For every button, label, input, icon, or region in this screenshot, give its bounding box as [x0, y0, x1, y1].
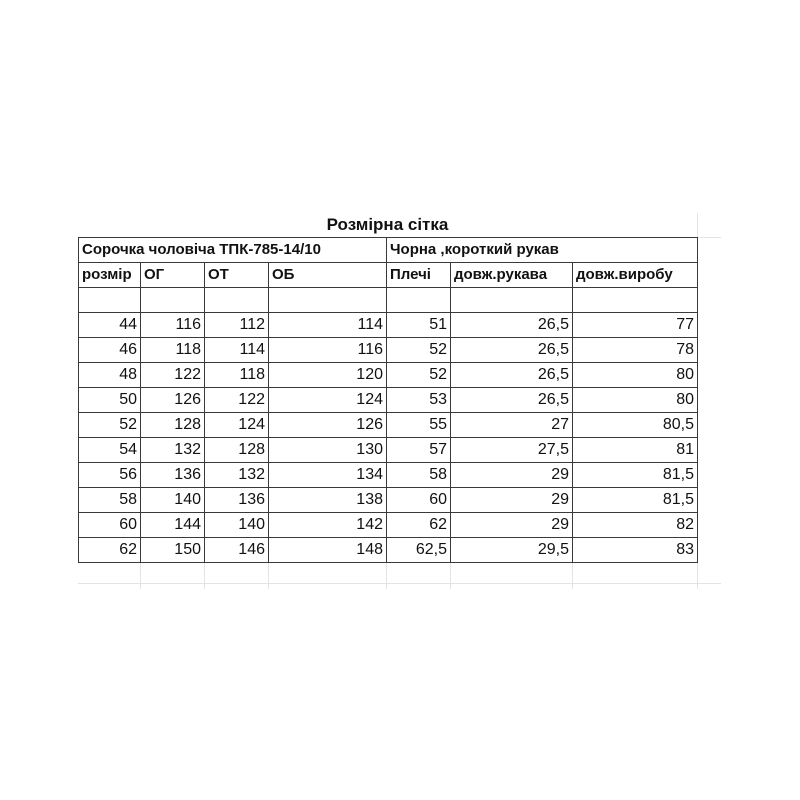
- table-cell: 118: [205, 363, 269, 388]
- table-cell: 138: [269, 488, 387, 513]
- table-cell: 116: [269, 338, 387, 363]
- table-cell: 83: [573, 538, 698, 563]
- table-cell: 62: [79, 538, 141, 563]
- gridline: [140, 561, 141, 589]
- column-header: довж.виробу: [573, 263, 698, 288]
- column-header: довж.рукава: [451, 263, 573, 288]
- table-cell: 130: [269, 438, 387, 463]
- table-cell: 146: [205, 538, 269, 563]
- table-cell: 26,5: [451, 313, 573, 338]
- table-row: [79, 463, 698, 488]
- table-cell: 52: [387, 363, 451, 388]
- empty-cell: [387, 288, 451, 313]
- gridline: [386, 561, 387, 589]
- table-cell: 51: [387, 313, 451, 338]
- table-cell: 29: [451, 513, 573, 538]
- table-cell: 78: [573, 338, 698, 363]
- table-cell: 48: [79, 363, 141, 388]
- table-cell: 122: [141, 363, 205, 388]
- empty-cell: [79, 288, 141, 313]
- product-description: Чорна ,короткий рукав: [387, 238, 698, 263]
- table-cell: 112: [205, 313, 269, 338]
- table-cell: 80: [573, 363, 698, 388]
- table-row: [79, 488, 698, 513]
- product-row: [79, 238, 698, 263]
- table-cell: 50: [79, 388, 141, 413]
- empty-cell: [205, 288, 269, 313]
- table-cell: 140: [141, 488, 205, 513]
- gridline: [697, 561, 698, 589]
- table-cell: 54: [79, 438, 141, 463]
- table-cell: 114: [269, 313, 387, 338]
- table-cell: 52: [387, 338, 451, 363]
- table-cell: 82: [573, 513, 698, 538]
- table-cell: 116: [141, 313, 205, 338]
- empty-cell: [451, 288, 573, 313]
- page-title: Розмірна сітка: [326, 215, 449, 234]
- table-cell: 132: [141, 438, 205, 463]
- table-cell: 29,5: [451, 538, 573, 563]
- column-header: розмір: [79, 263, 141, 288]
- header-row: [79, 263, 698, 288]
- table-cell: 126: [269, 413, 387, 438]
- table-cell: 81,5: [573, 488, 698, 513]
- empty-row: [79, 288, 698, 313]
- table-row: [79, 438, 698, 463]
- empty-cell: [141, 288, 205, 313]
- table-cell: 118: [141, 338, 205, 363]
- product-name: Сорочка чоловіча ТПК-785-14/10: [79, 238, 387, 263]
- table-cell: 62: [387, 513, 451, 538]
- table-row: [79, 313, 698, 338]
- gridline: [450, 561, 451, 589]
- table-cell: 80,5: [573, 413, 698, 438]
- table-cell: 27: [451, 413, 573, 438]
- table-cell: 56: [79, 463, 141, 488]
- table-cell: 120: [269, 363, 387, 388]
- table-cell: 58: [79, 488, 141, 513]
- column-header: ОБ: [269, 263, 387, 288]
- table-cell: 29: [451, 488, 573, 513]
- table-cell: 52: [79, 413, 141, 438]
- table-cell: 57: [387, 438, 451, 463]
- table-cell: 62,5: [387, 538, 451, 563]
- table-row: [79, 363, 698, 388]
- table-cell: 144: [141, 513, 205, 538]
- table-cell: 81: [573, 438, 698, 463]
- table-cell: 124: [205, 413, 269, 438]
- table-cell: 126: [141, 388, 205, 413]
- table-cell: 60: [387, 488, 451, 513]
- gridline: [572, 561, 573, 589]
- table-cell: 136: [141, 463, 205, 488]
- table-cell: 77: [573, 313, 698, 338]
- table-cell: 134: [269, 463, 387, 488]
- table-cell: 58: [387, 463, 451, 488]
- table-row: [79, 538, 698, 563]
- table-cell: 136: [205, 488, 269, 513]
- table-cell: 27,5: [451, 438, 573, 463]
- table-cell: 44: [79, 313, 141, 338]
- column-header: Плечі: [387, 263, 451, 288]
- table-row: [79, 413, 698, 438]
- table-cell: 140: [205, 513, 269, 538]
- column-header: ОТ: [205, 263, 269, 288]
- table-cell: 29: [451, 463, 573, 488]
- table-cell: 55: [387, 413, 451, 438]
- empty-cell: [269, 288, 387, 313]
- table-cell: 60: [79, 513, 141, 538]
- table-cell: 26,5: [451, 388, 573, 413]
- gridline: [268, 561, 269, 589]
- table-cell: 26,5: [451, 363, 573, 388]
- table-cell: 114: [205, 338, 269, 363]
- table-cell: 124: [269, 388, 387, 413]
- table-row: [79, 513, 698, 538]
- table-cell: 150: [141, 538, 205, 563]
- table-row: [79, 388, 698, 413]
- table-cell: 148: [269, 538, 387, 563]
- table-row: [79, 338, 698, 363]
- table-cell: 80: [573, 388, 698, 413]
- table-cell: 26,5: [451, 338, 573, 363]
- gridline: [204, 561, 205, 589]
- table-cell: 81,5: [573, 463, 698, 488]
- size-table: [78, 237, 698, 563]
- table-cell: 132: [205, 463, 269, 488]
- table-cell: 53: [387, 388, 451, 413]
- gridline: [697, 237, 721, 238]
- gridline: [78, 583, 721, 584]
- table-cell: 46: [79, 338, 141, 363]
- table-cell: 128: [205, 438, 269, 463]
- table-cell: 142: [269, 513, 387, 538]
- table-cell: 128: [141, 413, 205, 438]
- empty-cell: [573, 288, 698, 313]
- column-header: ОГ: [141, 263, 205, 288]
- gridline: [697, 213, 698, 237]
- table-cell: 122: [205, 388, 269, 413]
